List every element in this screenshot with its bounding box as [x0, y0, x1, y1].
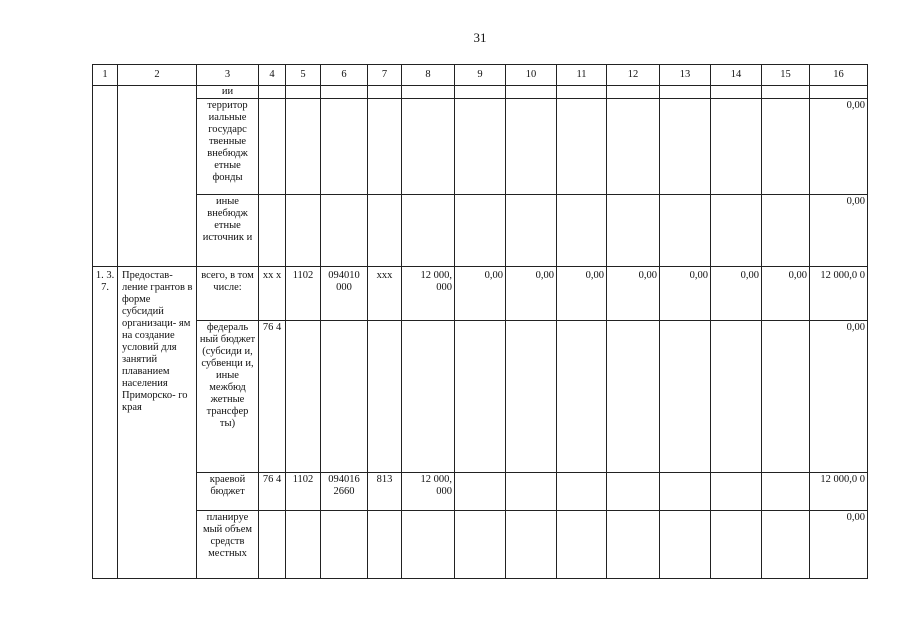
amount-cell: 0,00 — [810, 511, 868, 579]
header-cell: 4 — [259, 65, 286, 86]
header-cell: 5 — [286, 65, 321, 86]
header-cell: 9 — [455, 65, 506, 86]
source-label: федераль ный бюджет (субсиди и, субвенци и, иные межбюд жетные трансфер ты) — [197, 321, 259, 473]
header-cell: 11 — [557, 65, 607, 86]
header-cell: 2 — [118, 65, 197, 86]
header-cell: 3 — [197, 65, 259, 86]
code-cell: 094010 000 — [321, 267, 368, 321]
header-cell: 12 — [607, 65, 660, 86]
code-cell: 1102 — [286, 267, 321, 321]
amount-cell: 12 000, 000 — [402, 267, 455, 321]
amount-cell: 0,00 — [607, 267, 660, 321]
amount-cell: 0,00 — [810, 195, 868, 267]
source-label: планируе мый объем средств местных — [197, 511, 259, 579]
code-cell: 76 4 — [259, 321, 286, 473]
source-label: иные внебюдж етные источник и — [197, 195, 259, 267]
code-cell: хх х — [259, 267, 286, 321]
amount-cell: 0,00 — [810, 321, 868, 473]
source-label: всего, в том числе: — [197, 267, 259, 321]
page-number: 31 — [473, 30, 487, 45]
amount-cell: 0,00 — [810, 99, 868, 195]
budget-table — [92, 64, 868, 579]
header-cell: 8 — [402, 65, 455, 86]
amount-cell: 0,00 — [660, 267, 711, 321]
code-cell: 094016 2660 — [321, 473, 368, 511]
source-label: территор иальные государс твенные внебюдж етные фонды — [197, 99, 259, 195]
amount-cell: 0,00 — [711, 267, 762, 321]
code-cell: 76 4 — [259, 473, 286, 511]
amount-cell: 0,00 — [506, 267, 557, 321]
header-cell: 6 — [321, 65, 368, 86]
header-cell: 13 — [660, 65, 711, 86]
source-label: краевой бюджет — [197, 473, 259, 511]
amount-cell: 0,00 — [762, 267, 810, 321]
header-cell: 15 — [762, 65, 810, 86]
table-row — [93, 267, 868, 321]
table-row — [93, 99, 868, 195]
code-cell: ххх — [368, 267, 402, 321]
source-label: ии — [197, 86, 259, 99]
table-row — [93, 321, 868, 473]
amount-cell: 0,00 — [557, 267, 607, 321]
code-cell: 813 — [368, 473, 402, 511]
header-cell: 16 — [810, 65, 868, 86]
table-row — [93, 195, 868, 267]
header-row — [93, 65, 868, 86]
header-cell: 14 — [711, 65, 762, 86]
amount-cell: 12 000, 000 — [402, 473, 455, 511]
code-cell: 1102 — [286, 473, 321, 511]
header-cell: 10 — [506, 65, 557, 86]
header-cell: 7 — [368, 65, 402, 86]
table-row — [93, 511, 868, 579]
amount-cell: 12 000,0 0 — [810, 267, 868, 321]
header-cell: 1 — [93, 65, 118, 86]
item-number: 1. 3. 7. — [93, 267, 118, 579]
amount-cell: 12 000,0 0 — [810, 473, 868, 511]
table-row — [93, 473, 868, 511]
amount-cell: 0,00 — [455, 267, 506, 321]
table-row — [93, 86, 868, 99]
item-description: Предостав- ление грантов в форме субсидий организаци- ям на создание условий для занятий плаванием населения Приморско- го края — [118, 267, 197, 579]
